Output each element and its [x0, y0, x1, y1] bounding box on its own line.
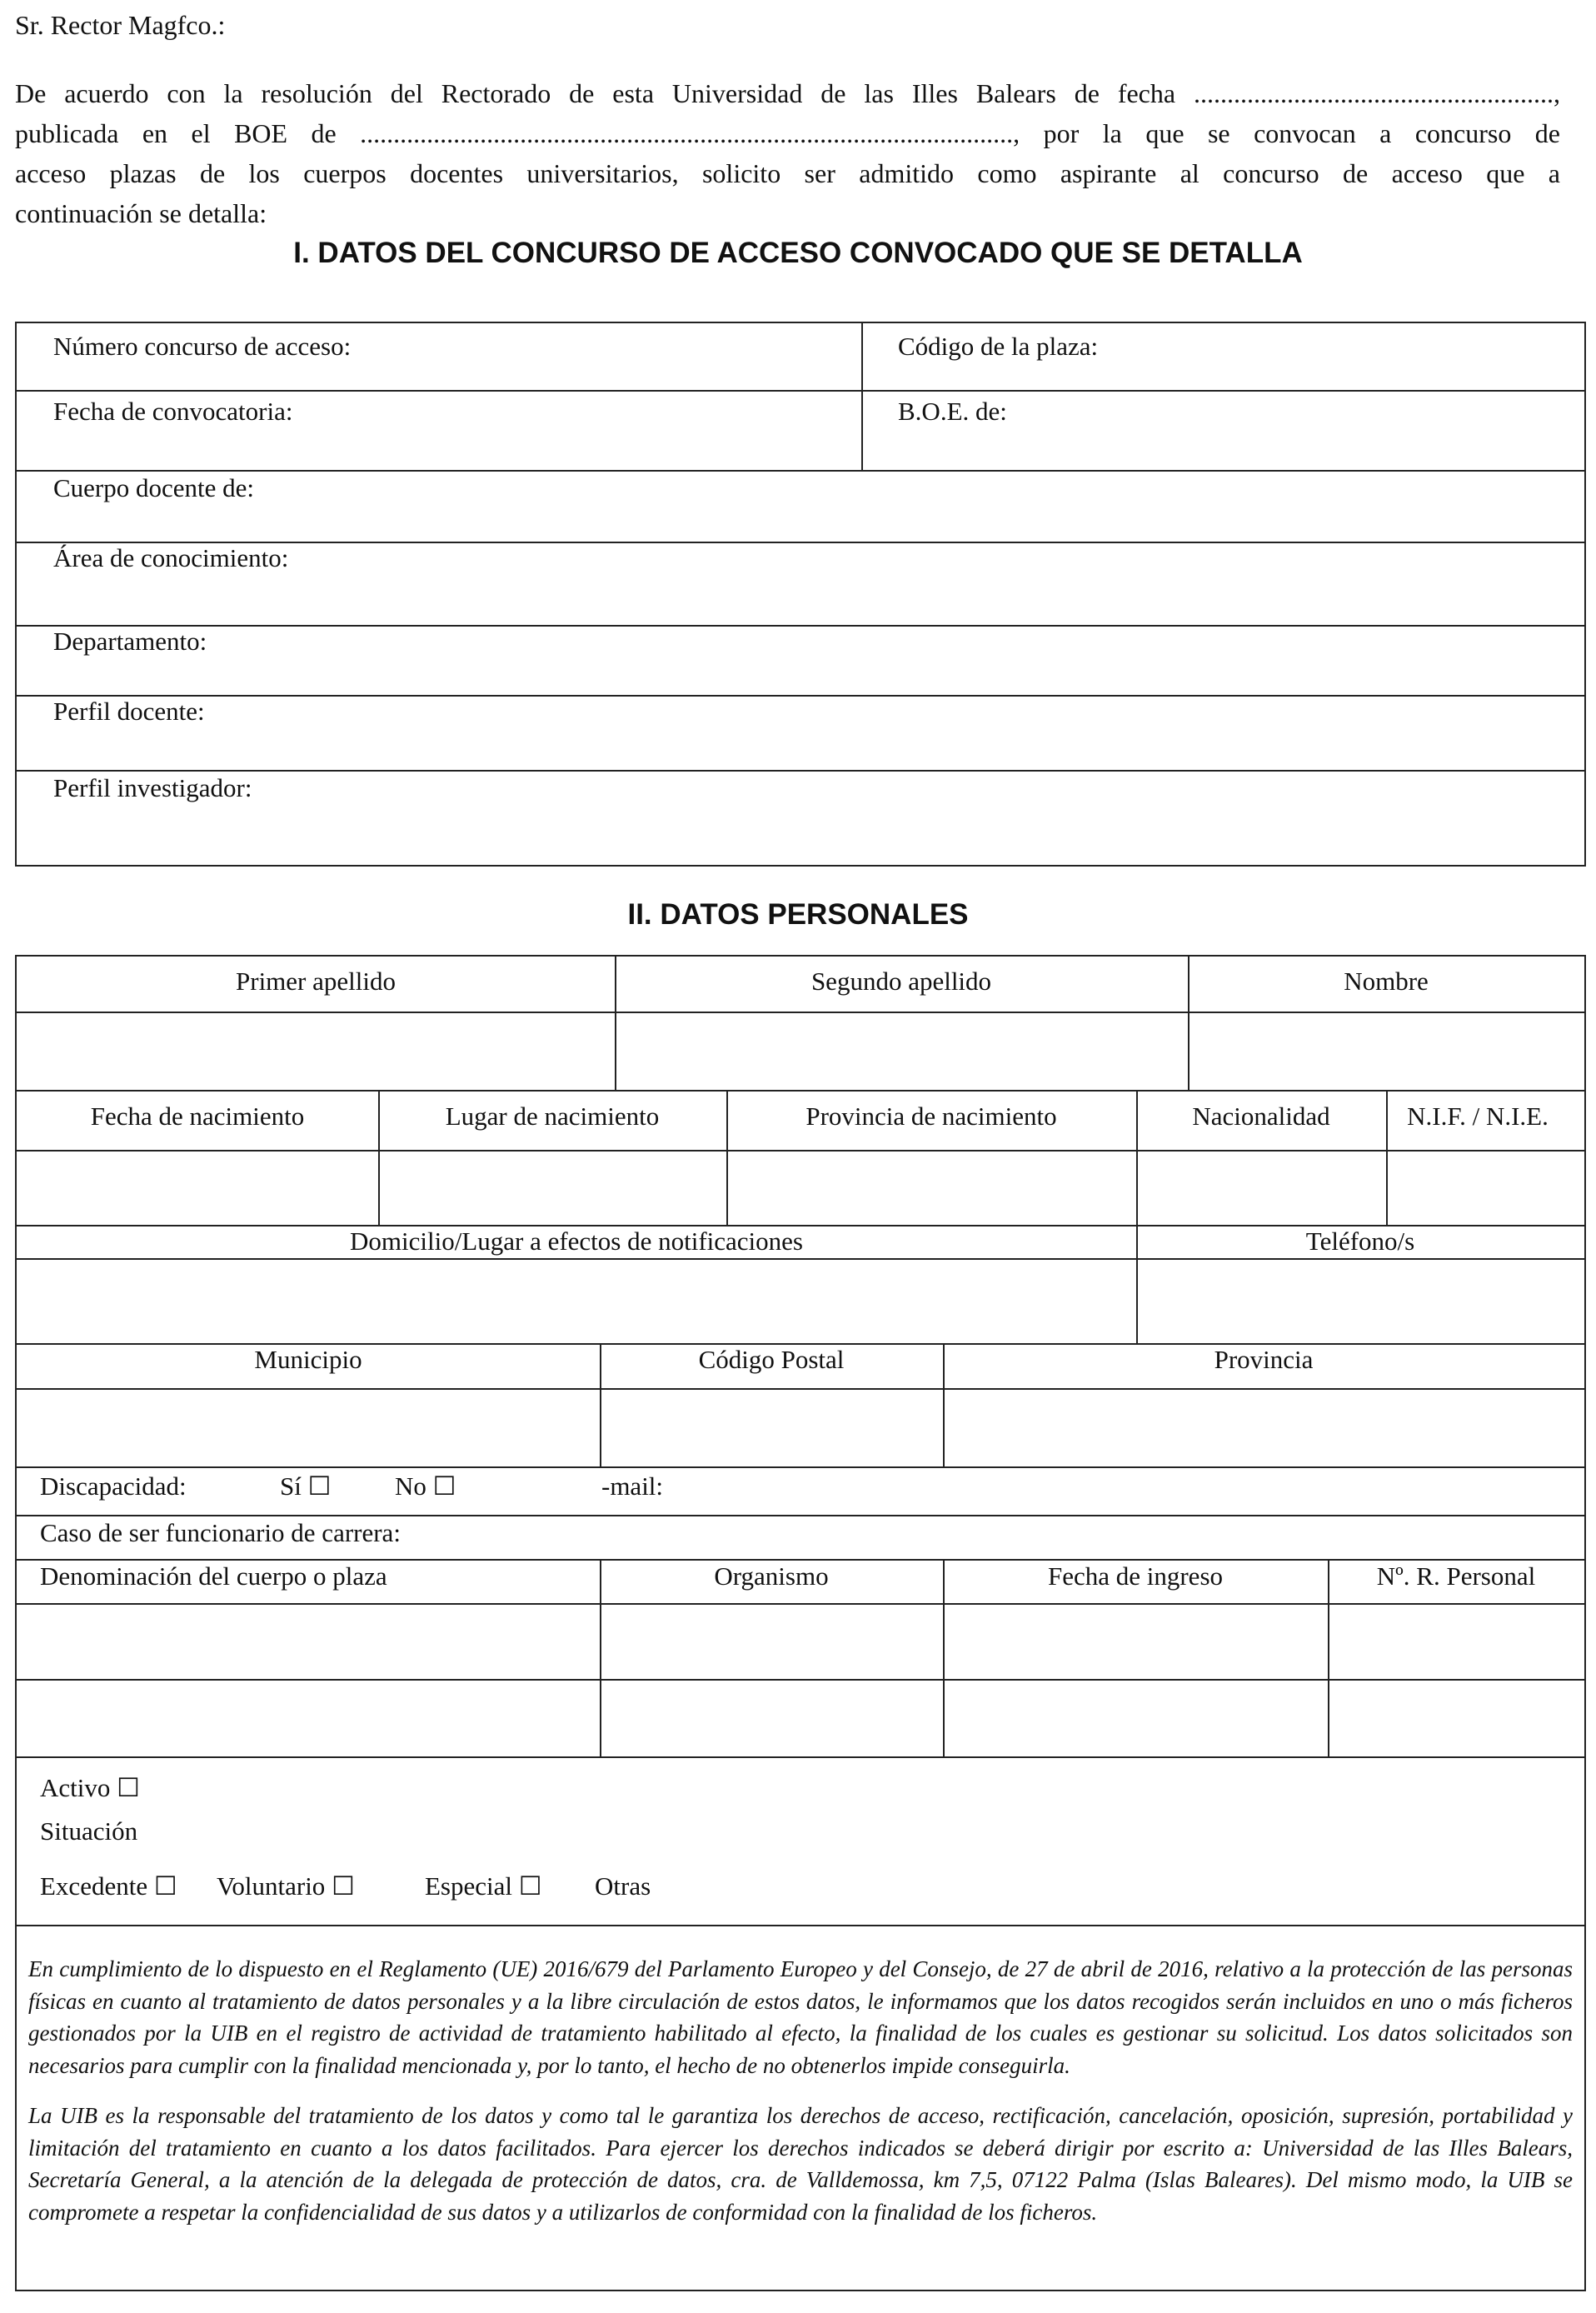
label-situacion: Situación: [40, 1816, 138, 1846]
field-boe[interactable]: B.O.E. de:: [898, 397, 1007, 426]
notice-paragraph-1: En cumplimiento de lo dispuesto en el Reglamento (UE) 2016/679 del Parlamento Europeo y del Consejo, de 27 de abril de 2016, relativo a la protección de las personas físicas en cuanto al tratamiento de datos personales y a la libre circulación de estos datos, le informamos que los datos recogidos serán incluidos en uno o más ficheros gestionados por la UIB en el registro de actividad de tratamiento habilitado al efecto, la finalidad de los cuales es gestionar su solicitud. Los datos solicitados son necesarios para cumplir con la finalidad mencionada y, por lo tanto, el hecho de no obtenerlos impide conseguirla.: [28, 1956, 1573, 2078]
input-fecha-nacimiento[interactable]: [18, 1152, 377, 1223]
data-protection-notice: [15, 1925, 1586, 2291]
option-si[interactable]: [280, 1471, 331, 1501]
option-activo-label: Activo: [40, 1773, 111, 1802]
input-primer-apellido[interactable]: [18, 1013, 613, 1088]
option-no[interactable]: [395, 1471, 456, 1501]
input-denominacion-2[interactable]: [18, 1681, 598, 1755]
label-fecha-nacimiento: Fecha de nacimiento: [90, 1102, 305, 1131]
label-codigo-postal: Código Postal: [698, 1345, 845, 1374]
label-lugar-nacimiento: Lugar de nacimiento: [445, 1102, 660, 1131]
checkbox-no[interactable]: ☐: [432, 1471, 456, 1501]
option-no-label: No: [395, 1471, 426, 1501]
input-denominacion-1[interactable]: [18, 1605, 598, 1677]
field-fecha-convocatoria[interactable]: Fecha de convocatoria:: [53, 397, 293, 426]
field-numero-concurso[interactable]: Número concurso de acceso:: [53, 332, 352, 361]
checkbox-voluntario[interactable]: ☐: [332, 1871, 355, 1901]
intro-line: publicada en el BOE de .................................................................................................., por la que se convocan a concurso de: [15, 118, 1560, 148]
input-domicilio[interactable]: [18, 1260, 1135, 1341]
input-fecha-ingreso-2[interactable]: [945, 1681, 1326, 1755]
label-municipio: Municipio: [254, 1345, 362, 1374]
input-nrp-1[interactable]: [1329, 1605, 1583, 1677]
option-especial-label: Especial: [425, 1871, 513, 1901]
field-perfil-docente[interactable]: Perfil docente:: [53, 697, 205, 726]
label-nombre: Nombre: [1344, 967, 1429, 996]
label-nrp: Nº. R. Personal: [1376, 1561, 1536, 1591]
option-si-label: Sí: [280, 1471, 302, 1501]
section-1-title: I. DATOS DEL CONCURSO DE ACCESO CONVOCADO QUE SE DETALLA: [293, 237, 1303, 269]
field-cuerpo-docente[interactable]: Cuerpo docente de:: [53, 473, 255, 502]
field-email[interactable]: -mail:: [601, 1471, 664, 1501]
input-nrp-2[interactable]: [1329, 1681, 1583, 1755]
input-nif-nie[interactable]: [1388, 1152, 1583, 1223]
checkbox-excedente[interactable]: ☐: [153, 1871, 177, 1901]
checkbox-especial[interactable]: ☐: [518, 1871, 542, 1901]
option-voluntario-label: Voluntario: [217, 1871, 326, 1901]
field-departamento[interactable]: Departamento:: [53, 627, 207, 656]
label-denominacion-cuerpo: Denominación del cuerpo o plaza: [40, 1561, 387, 1591]
label-domicilio: Domicilio/Lugar a efectos de notificaciones: [349, 1226, 803, 1256]
input-provincia[interactable]: [945, 1390, 1583, 1465]
option-excedente[interactable]: [40, 1871, 177, 1901]
field-perfil-investigador[interactable]: Perfil investigador:: [53, 773, 252, 802]
field-area-conocimiento[interactable]: Área de conocimiento:: [53, 543, 289, 572]
input-municipio[interactable]: [18, 1390, 598, 1465]
section-2-title: II. DATOS PERSONALES: [627, 898, 969, 931]
section-1-box: [15, 322, 1586, 867]
option-activo[interactable]: [40, 1773, 140, 1803]
input-lugar-nacimiento[interactable]: [380, 1152, 725, 1223]
intro-paragraph: [15, 73, 1560, 233]
salutation: Sr. Rector Magfco.:: [15, 10, 226, 40]
input-codigo-postal[interactable]: [601, 1390, 941, 1465]
option-voluntario[interactable]: [217, 1871, 355, 1901]
notice-paragraph-2: La UIB es la responsable del tratamiento de los datos y como tal le garantiza los derechos de acceso, rectificación, cancelación, oposición, supresión, portabilidad y limitación del tratamiento en cuanto a los datos facilitados. Para ejercer los derechos indicados se deberá dirigir por escrito a: Universidad de las Illes Balears, Secretaría General, a la atención de la delegada de protección de datos, cra. de Valldemossa, km 7,5, 07122 Palma (Islas Baleares). Del mismo modo, la UIB se compromete a respetar la confidencialidad de sus datos y a utilizarlos de conformidad con la finalidad de los ficheros.: [28, 2103, 1573, 2225]
label-funcionario-carrera: Caso de ser funcionario de carrera:: [40, 1518, 401, 1547]
label-nif-nie: N.I.F. / N.I.E.: [1407, 1102, 1549, 1131]
label-telefono: Teléfono/s: [1305, 1226, 1415, 1256]
label-organismo: Organismo: [714, 1561, 829, 1591]
input-nombre[interactable]: [1190, 1013, 1583, 1088]
intro-line: continuación se detalla:: [15, 198, 267, 228]
input-provincia-nacimiento[interactable]: [728, 1152, 1135, 1223]
input-nacionalidad[interactable]: [1138, 1152, 1384, 1223]
label-primer-apellido: Primer apellido: [236, 967, 396, 996]
option-especial[interactable]: [425, 1871, 542, 1901]
intro-line: De acuerdo con la resolución del Rectorado de esta Universidad de las Illes Balears de fecha ......................................................,: [15, 78, 1560, 108]
input-segundo-apellido[interactable]: [616, 1013, 1186, 1088]
checkbox-activo[interactable]: ☐: [117, 1773, 140, 1802]
option-otras[interactable]: Otras: [595, 1871, 651, 1901]
intro-line: acceso plazas de los cuerpos docentes universitarios, solicito ser admitido como aspirante al concurso de acceso que a: [15, 158, 1560, 188]
label-fecha-ingreso: Fecha de ingreso: [1047, 1561, 1224, 1591]
input-fecha-ingreso-1[interactable]: [945, 1605, 1326, 1677]
label-segundo-apellido: Segundo apellido: [810, 967, 992, 996]
option-excedente-label: Excedente: [40, 1871, 148, 1901]
section-2-box: [15, 955, 1586, 1926]
label-provincia-nacimiento: Provincia de nacimiento: [805, 1102, 1057, 1131]
label-provincia: Provincia: [1214, 1345, 1314, 1374]
label-nacionalidad: Nacionalidad: [1192, 1102, 1330, 1131]
input-telefono[interactable]: [1138, 1260, 1583, 1341]
checkbox-si[interactable]: ☐: [307, 1471, 332, 1501]
input-organismo-2[interactable]: [601, 1681, 941, 1755]
label-discapacidad: Discapacidad:: [40, 1471, 187, 1501]
input-organismo-1[interactable]: [601, 1605, 941, 1677]
field-codigo-plaza[interactable]: Código de la plaza:: [898, 332, 1099, 361]
